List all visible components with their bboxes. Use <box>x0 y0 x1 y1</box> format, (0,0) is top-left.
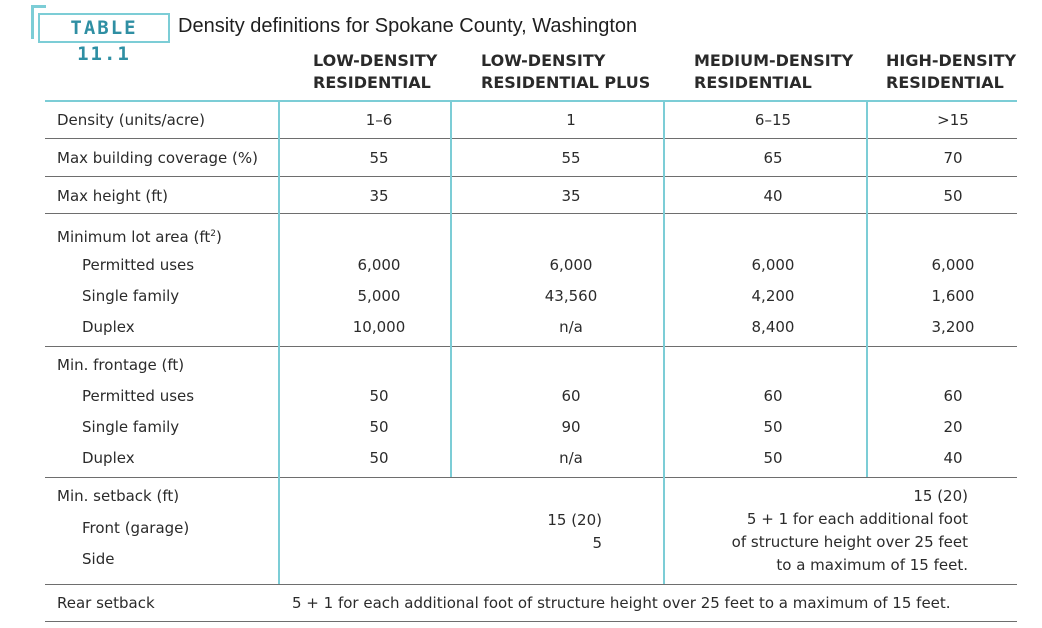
cell-coverage-low: 55 <box>369 149 389 167</box>
cell-frontage-permitted-high: 60 <box>943 387 963 405</box>
cell-lot-single-medium: 4,200 <box>751 287 795 305</box>
row-label-coverage: Max building coverage (%) <box>57 149 258 167</box>
cell-frontage-single-high: 20 <box>943 418 963 436</box>
cell-frontage-duplex-medium: 50 <box>763 449 783 467</box>
row-label-rear-setback: Rear setback <box>57 594 155 612</box>
cell-density-high: >15 <box>937 111 969 129</box>
row-divider <box>45 584 1017 585</box>
cell-frontage-permitted-low: 50 <box>369 387 389 405</box>
column-divider <box>663 101 665 584</box>
sub-label-permitted-uses: Permitted uses <box>82 256 195 274</box>
cell-lot-duplex-low: 10,000 <box>352 318 406 336</box>
header-line: RESIDENTIAL <box>886 73 1004 92</box>
column-header-low-density <box>313 50 437 94</box>
header-line: LOW-DENSITY <box>481 51 606 70</box>
cell-frontage-duplex-low-plus: n/a <box>559 449 583 467</box>
cell-lot-permitted-medium: 6,000 <box>751 256 795 274</box>
cell-lot-single-low: 5,000 <box>357 287 401 305</box>
cell-coverage-low-plus: 55 <box>561 149 581 167</box>
cell-height-low: 35 <box>369 187 389 205</box>
sub-label-front-garage: Front (garage) <box>82 519 190 537</box>
cell-lot-permitted-low: 6,000 <box>357 256 401 274</box>
row-divider <box>45 176 1017 177</box>
cell-lot-duplex-low-plus: n/a <box>559 318 583 336</box>
cell-lot-permitted-low-plus: 6,000 <box>549 256 593 274</box>
cell-lot-single-low-plus: 43,560 <box>544 287 598 305</box>
row-divider <box>45 138 1017 139</box>
column-divider <box>278 101 280 584</box>
cell-setback-high-line: 5 + 1 for each additional foot <box>746 510 968 528</box>
cell-lot-duplex-high: 3,200 <box>931 318 975 336</box>
row-divider <box>45 346 1017 347</box>
row-label-density: Density (units/acre) <box>57 111 205 129</box>
row-label-height: Max height (ft) <box>57 187 168 205</box>
cell-height-high: 50 <box>943 187 963 205</box>
cell-coverage-high: 70 <box>943 149 963 167</box>
cell-setback-low-front: 15 (20) <box>547 511 602 529</box>
sub-label-single-family: Single family <box>82 287 180 305</box>
header-line: RESIDENTIAL <box>313 73 431 92</box>
sub-label-duplex: Duplex <box>82 449 135 467</box>
label-text: ) <box>215 228 222 246</box>
cell-frontage-single-low-plus: 90 <box>561 418 581 436</box>
cell-frontage-permitted-medium: 60 <box>763 387 783 405</box>
cell-frontage-duplex-high: 40 <box>943 449 963 467</box>
sub-label-permitted-uses: Permitted uses <box>82 387 195 405</box>
cell-density-low: 1–6 <box>365 111 393 129</box>
cell-lot-single-high: 1,600 <box>931 287 975 305</box>
cell-height-medium: 40 <box>763 187 783 205</box>
sub-label-duplex: Duplex <box>82 318 135 336</box>
cell-frontage-duplex-low: 50 <box>369 449 389 467</box>
header-line: RESIDENTIAL <box>694 73 812 92</box>
header-line: MEDIUM-DENSITY <box>694 51 854 70</box>
table-number-label: TABLE 11.1 <box>38 13 170 43</box>
cell-setback-high-line: 15 (20) <box>913 487 968 505</box>
cell-setback-high-line: of structure height over 25 feet <box>731 533 968 551</box>
cell-lot-duplex-medium: 8,400 <box>751 318 795 336</box>
header-line: LOW-DENSITY <box>313 51 438 70</box>
cell-density-medium: 6–15 <box>754 111 792 129</box>
row-divider <box>45 477 1017 478</box>
table-title: Density definitions for Spokane County, Washington <box>178 15 638 37</box>
column-header-high-density <box>886 50 1016 94</box>
cell-coverage-medium: 65 <box>763 149 783 167</box>
row-label-lot-area <box>57 225 222 246</box>
cell-frontage-single-medium: 50 <box>763 418 783 436</box>
header-rule <box>45 100 1017 102</box>
header-line: RESIDENTIAL PLUS <box>481 73 651 92</box>
superscript: 2 <box>210 229 216 239</box>
sub-label-single-family: Single family <box>82 418 180 436</box>
sub-label-side: Side <box>82 550 115 568</box>
row-label-frontage: Min. frontage (ft) <box>57 356 185 374</box>
table-bottom-rule <box>45 621 1017 622</box>
cell-density-low-plus: 1 <box>566 111 576 129</box>
label-text: Minimum lot area (ft <box>57 228 211 246</box>
cell-setback-low-side: 5 <box>592 534 602 552</box>
row-label-setback: Min. setback (ft) <box>57 487 180 505</box>
cell-lot-permitted-high: 6,000 <box>931 256 975 274</box>
cell-frontage-single-low: 50 <box>369 418 389 436</box>
column-header-low-density-plus <box>481 50 650 94</box>
cell-frontage-permitted-low-plus: 60 <box>561 387 581 405</box>
header-line: HIGH-DENSITY <box>886 51 1017 70</box>
cell-height-low-plus: 35 <box>561 187 581 205</box>
column-header-medium-density <box>694 50 853 94</box>
cell-setback-high-line: to a maximum of 15 feet. <box>776 556 968 574</box>
row-divider <box>45 213 1017 214</box>
cell-rear-setback: 5 + 1 for each additional foot of structure height over 25 feet to a maximum of 15 feet. <box>292 594 951 612</box>
